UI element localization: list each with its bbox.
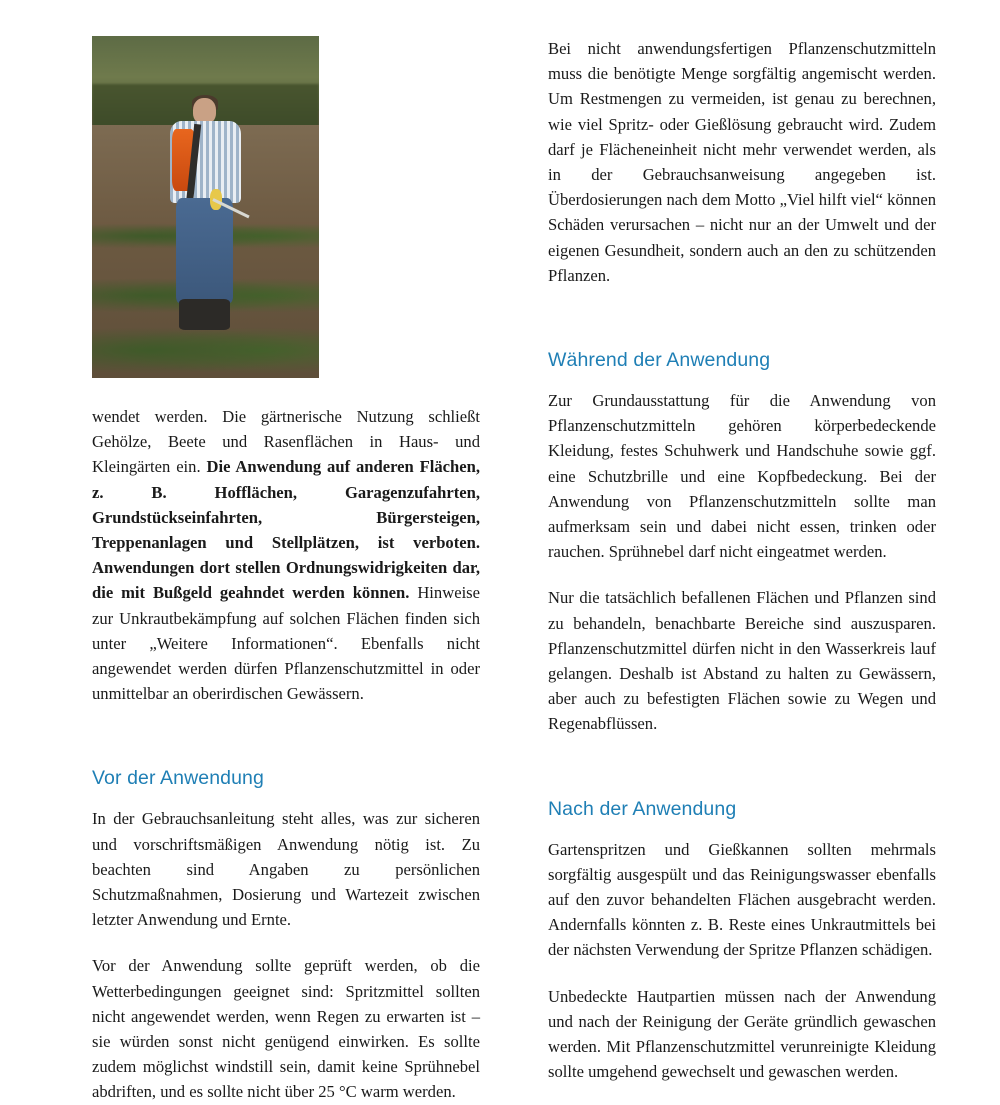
garden-spraying-photo	[92, 36, 319, 378]
heading-vor-der-anwendung: Vor der Anwendung	[92, 767, 264, 790]
section-spacer-right-2	[548, 758, 936, 798]
heading-nach-der-anwendung: Nach der Anwendung	[548, 797, 737, 820]
paragraph-continued-text-1: wendet werden. Die gärtnerische Nutzung schließt Gehölze, Beete und Rasenflächen in Haus- und Kleingärten ein.	[92, 407, 480, 477]
photo-person-boots	[179, 299, 230, 330]
paragraph-continued-text-2: Hinweise zur Unkrautbekämpfung auf solchen Flächen finden sich unter „Weitere Informationen“. Ebenfalls nicht angewendet werden dürfen Pflanzenschutzmittel in oder unmittelbar an oberirdischen Gewässern.	[92, 583, 480, 704]
paragraph-continued	[92, 404, 480, 706]
section-spacer	[92, 727, 480, 767]
heading-waehrend-der-anwendung: Während der Anwendung	[548, 349, 771, 372]
section-spacer-right-1	[548, 309, 936, 349]
photo-person	[167, 98, 244, 337]
paragraph-vor-2: Vor der Anwendung sollte geprüft werden, ob die Wetterbedingungen geeignet sind: Spritzmittel sollten nicht angewendet werden, wenn Regen zu erwarten ist – sie würden sonst nicht genügend einwirken. Es sollte zudem möglichst windstill sein, damit keine Sprühnebel abdriften, und es sollte nicht über 25 °C warm werden.	[92, 956, 480, 1102]
left-column	[92, 36, 481, 1102]
paragraph-waehrend-2: Nur die tatsächlich befallenen Flächen und Pflanzen sind zu behandeln, benachbarte Bereiche sind auszusparen. Pflanzenschutzmittel dürfen nicht in den Wasserkreis lauf gelangen. Deshalb ist Abstand zu halten zu Gewässern, aber auch zu befestigten Flächen sowie zu Wegen und Regenabflüssen.	[548, 588, 936, 734]
paragraph-vor-1: In der Gebrauchsanleitung steht alles, was zur sicheren und vorschriftsmäßigen Anwendung nötig ist. Zu beachten sind Angaben zu persönlichen Schutzmaßnahmen, Dosierung und Wartezeit zwischen letzter Anwendung und Ernte.	[92, 809, 480, 930]
right-column	[548, 36, 936, 1082]
photo-person-head	[193, 98, 216, 124]
paragraph-nach-1: Gartenspritzen und Gießkannen sollten mehrmals sorgfältig ausgespült und das Reinigungswasser ebenfalls auf den zuvor behandelten Flächen ausgebracht werden. Andernfalls könnten z. B. Reste eines Unkrautmittels bei der nächsten Verwendung der Spritze Pflanzen schädigen.	[548, 839, 936, 960]
two-column-layout	[92, 36, 936, 1102]
photo-person-pants	[176, 198, 233, 303]
paragraph-intro: Bei nicht anwendungsfertigen Pflanzenschutzmitteln muss die benötigte Menge sorgfältig angemischt werden. Um Restmengen zu vermeiden, ist genau zu berechnen, wie viel Spritz- oder Gießlösung gebraucht wird. Zudem darf je Flächeneinheit nicht mehr verwendet werden, als in der Gebrauchsanweisung angegeben ist. Überdosierungen nach dem Motto „Viel hilft viel“ können Schäden verursachen – nicht nur an der Umwelt und der eigenen Gesundheit, sondern auch an den zu schützenden Pflanzen.	[548, 39, 936, 285]
paragraph-waehrend-1: Zur Grundausstattung für die Anwendung von Pflanzenschutzmitteln gehören körperbedeckende Kleidung, festes Schuhwerk und Handschuhe sowie ggf. eine Schutzbrille und eine Kopfbedeckung. Bei der Anwendung von Pflanzenschutzmitteln sollte man aufmerksam sein und dabei nicht essen, trinken oder rauchen. Sprühnebel darf nicht eingeatmet werden.	[548, 391, 936, 562]
paragraph-nach-2: Unbedeckte Hautpartien müssen nach der Anwendung und nach der Reinigung der Geräte gründlich gewaschen werden. Mit Pflanzenschutzmittel verunreinigte Kleidung sollte umgehend gewechselt und gewaschen werden.	[548, 986, 936, 1082]
paragraph-continued-bold: Die Anwendung auf anderen Flächen, z. B. Hofflächen, Garagenzufahrten, Grundstückseinfahrten, Bürgersteigen, Treppenanlagen und Stellplätzen, ist verboten. Anwendungen dort stellen Ordnungswidrigkeiten dar, die mit Bußgeld geahndet werden können.	[92, 457, 481, 603]
